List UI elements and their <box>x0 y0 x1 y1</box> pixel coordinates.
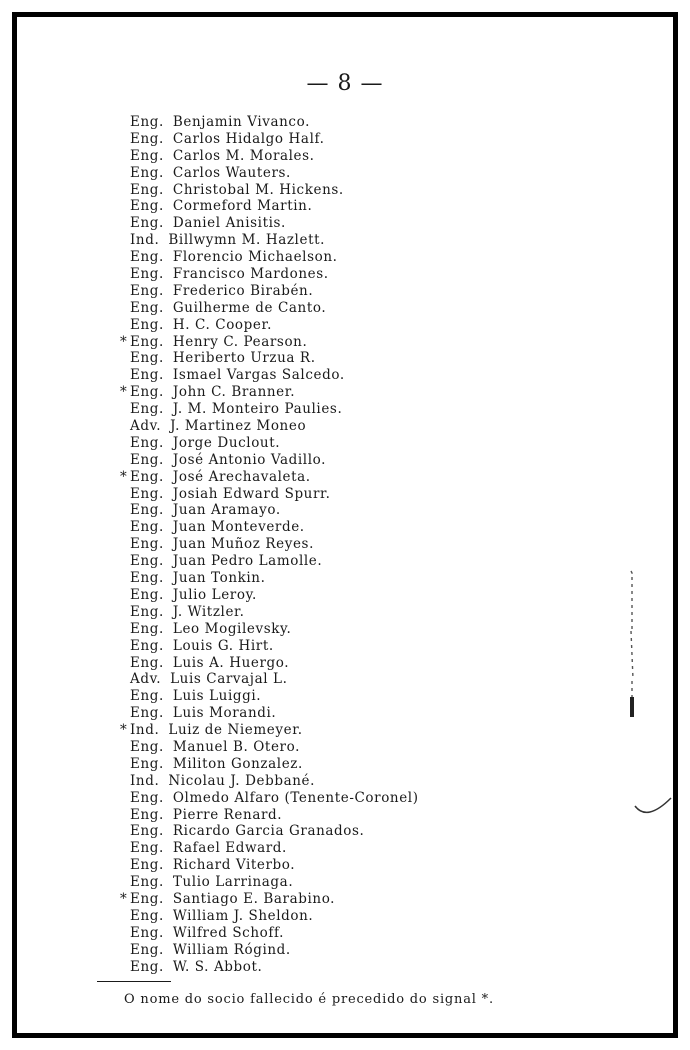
member-title: Eng. <box>130 485 164 502</box>
member-entry <box>120 756 419 773</box>
member-title: Eng. <box>130 637 164 654</box>
member-name: Ismael Vargas Salcedo. <box>172 367 345 384</box>
member-title: Eng. <box>130 620 164 637</box>
member-title: Eng. <box>130 367 164 384</box>
member-title: Eng. <box>130 941 164 958</box>
member-name: Billwymn M. Hazlett. <box>168 232 326 249</box>
member-name: Louis G. Hirt. <box>172 637 274 654</box>
margin-curve-mark <box>633 792 673 822</box>
footnote: O nome do socio fallecido é precedido do signal *. <box>124 992 494 1007</box>
member-name: Wilfred Schoff. <box>172 924 284 941</box>
member-name: Nicolau J. Debbané. <box>168 772 316 789</box>
member-entry <box>120 469 419 486</box>
member-entry <box>120 570 419 587</box>
member-title: Eng. <box>130 924 164 941</box>
member-name: Leo Mogilevsky. <box>172 620 292 637</box>
member-title: Eng. <box>130 299 164 316</box>
member-entry <box>120 823 419 840</box>
member-name: Henry C. Pearson. <box>172 333 308 350</box>
member-entry <box>120 874 419 891</box>
member-entry <box>120 198 419 215</box>
member-entry <box>120 350 419 367</box>
member-entry <box>120 182 419 199</box>
member-title: Eng. <box>130 654 164 671</box>
deceased-marker: * <box>120 722 128 739</box>
member-entry <box>120 773 419 790</box>
member-entry <box>120 587 419 604</box>
member-title: Eng. <box>130 181 164 198</box>
member-entry <box>120 908 419 925</box>
member-name: John C. Branner. <box>172 384 296 401</box>
member-name: Luis Carvajal L. <box>170 671 288 688</box>
member-entry <box>120 367 419 384</box>
deceased-marker: * <box>120 384 128 401</box>
member-entry <box>120 519 419 536</box>
member-name: Guilherme de Canto. <box>172 299 327 316</box>
member-title: Eng. <box>130 401 164 418</box>
deceased-marker: * <box>120 333 128 350</box>
member-title: Eng. <box>130 586 164 603</box>
member-name: Juan Monteverde. <box>172 519 305 536</box>
member-name: Carlos M. Morales. <box>172 147 315 164</box>
member-name: Christobal M. Hickens. <box>172 181 344 198</box>
member-title: Eng. <box>130 874 164 891</box>
member-title: Eng. <box>130 266 164 283</box>
member-name: Manuel B. Otero. <box>172 738 300 755</box>
member-entry <box>120 418 419 435</box>
member-name: Heriberto Urzua R. <box>172 350 316 367</box>
member-title: Ind. <box>130 772 160 789</box>
member-entry <box>120 384 419 401</box>
member-name: Juan Aramayo. <box>172 502 281 519</box>
member-entry <box>120 857 419 874</box>
member-entry <box>120 283 419 300</box>
member-name: Josiah Edward Spurr. <box>172 485 331 502</box>
member-entry <box>120 114 419 131</box>
member-entry <box>120 705 419 722</box>
member-entry <box>120 249 419 266</box>
member-title: Eng. <box>130 215 164 232</box>
member-title: Eng. <box>130 164 164 181</box>
member-name: Luis A. Huergo. <box>172 654 290 671</box>
member-entry <box>120 790 419 807</box>
member-name: Benjamin Vivanco. <box>172 114 310 130</box>
member-name: Luiz de Niemeyer. <box>168 722 303 739</box>
member-entry <box>120 317 419 334</box>
member-title: Eng. <box>130 755 164 772</box>
member-title: Eng. <box>130 857 164 874</box>
member-name: Olmedo Alfaro (Tenente-Coronel) <box>172 789 419 806</box>
member-name: Frederico Birabén. <box>172 282 314 299</box>
member-entry <box>120 671 419 688</box>
member-title: Eng. <box>130 570 164 587</box>
member-title: Eng. <box>130 333 164 350</box>
member-name: Cormeford Martin. <box>172 198 313 215</box>
member-name: Luis Luiggi. <box>172 688 262 705</box>
member-name: William J. Sheldon. <box>172 907 314 924</box>
member-entry <box>120 334 419 351</box>
member-title: Eng. <box>130 553 164 570</box>
member-entry <box>120 131 419 148</box>
member-title: Eng. <box>130 316 164 333</box>
member-title: Eng. <box>130 603 164 620</box>
member-entry <box>120 553 419 570</box>
deceased-marker: * <box>120 468 128 485</box>
member-entry <box>120 739 419 756</box>
margin-ink-mark <box>622 569 642 719</box>
member-title: Eng. <box>130 434 164 451</box>
member-name: Jorge Duclout. <box>172 434 281 451</box>
member-entry <box>120 486 419 503</box>
member-name: H. C. Cooper. <box>172 316 272 333</box>
member-title: Eng. <box>130 705 164 722</box>
member-entry <box>120 165 419 182</box>
member-title: Eng. <box>130 130 164 147</box>
member-name: José Antonio Vadillo. <box>172 451 327 468</box>
member-title: Eng. <box>130 114 164 130</box>
member-entry <box>120 401 419 418</box>
member-name: Carlos Hidalgo Half. <box>172 130 325 147</box>
member-title: Eng. <box>130 536 164 553</box>
member-entry <box>120 232 419 249</box>
member-entry <box>120 148 419 165</box>
member-entry <box>120 266 419 283</box>
member-name: Richard Viterbo. <box>172 857 296 874</box>
member-entry <box>120 807 419 824</box>
member-name: J. Witzler. <box>172 603 245 620</box>
page-frame <box>12 12 678 1038</box>
member-entry <box>120 536 419 553</box>
member-entry <box>120 621 419 638</box>
member-title: Ind. <box>130 232 160 249</box>
member-name: J. M. Monteiro Paulies. <box>172 401 343 418</box>
member-name: Juan Tonkin. <box>172 570 266 587</box>
member-entry <box>120 215 419 232</box>
member-title: Eng. <box>130 907 164 924</box>
member-title: Eng. <box>130 890 164 907</box>
member-title: Eng. <box>130 688 164 705</box>
member-name: José Arechavaleta. <box>172 468 311 485</box>
member-title: Eng. <box>130 823 164 840</box>
member-list <box>120 114 419 975</box>
member-entry <box>120 840 419 857</box>
member-name: Rafael Edward. <box>172 840 287 857</box>
member-name: Pierre Renard. <box>172 806 283 823</box>
member-title: Eng. <box>130 840 164 857</box>
member-title: Eng. <box>130 468 164 485</box>
member-title: Eng. <box>130 738 164 755</box>
member-name: William Rógind. <box>172 941 291 958</box>
member-title: Ind. <box>130 722 160 739</box>
page-number: — 8 — <box>306 71 384 96</box>
member-title: Eng. <box>130 958 164 975</box>
member-title: Eng. <box>130 806 164 823</box>
member-title: Eng. <box>130 249 164 266</box>
member-title: Eng. <box>130 198 164 215</box>
member-entry <box>120 604 419 621</box>
member-title: Eng. <box>130 789 164 806</box>
member-name: Ricardo Garcia Granados. <box>172 823 365 840</box>
member-entry <box>120 959 419 976</box>
member-name: W. S. Abbot. <box>172 958 263 975</box>
member-name: Julio Leroy. <box>172 586 257 603</box>
member-entry <box>120 435 419 452</box>
member-title: Eng. <box>130 384 164 401</box>
member-title: Eng. <box>130 519 164 536</box>
member-name: J. Martinez Moneo <box>170 418 307 435</box>
member-title: Eng. <box>130 502 164 519</box>
member-title: Eng. <box>130 451 164 468</box>
member-title: Eng. <box>130 282 164 299</box>
member-name: Santiago E. Barabino. <box>172 890 336 907</box>
member-name: Daniel Anisitis. <box>172 215 286 232</box>
member-entry <box>120 722 419 739</box>
member-entry <box>120 925 419 942</box>
member-title: Adv. <box>130 671 162 688</box>
member-entry <box>120 655 419 672</box>
member-name: Juan Muñoz Reyes. <box>172 536 314 553</box>
member-title: Adv. <box>130 418 162 435</box>
member-entry <box>120 452 419 469</box>
member-entry <box>120 688 419 705</box>
footnote-rule <box>97 981 171 982</box>
member-name: Juan Pedro Lamolle. <box>172 553 323 570</box>
member-name: Tulio Larrinaga. <box>172 874 294 891</box>
member-title: Eng. <box>130 147 164 164</box>
member-name: Francisco Mardones. <box>172 266 329 283</box>
member-name: Luis Morandi. <box>172 705 277 722</box>
member-entry <box>120 942 419 959</box>
deceased-marker: * <box>120 890 128 907</box>
member-title: Eng. <box>130 350 164 367</box>
member-name: Militon Gonzalez. <box>172 755 303 772</box>
member-entry <box>120 891 419 908</box>
member-name: Florencio Michaelson. <box>172 249 338 266</box>
member-entry <box>120 300 419 317</box>
member-name: Carlos Wauters. <box>172 164 291 181</box>
member-entry <box>120 638 419 655</box>
member-entry <box>120 502 419 519</box>
